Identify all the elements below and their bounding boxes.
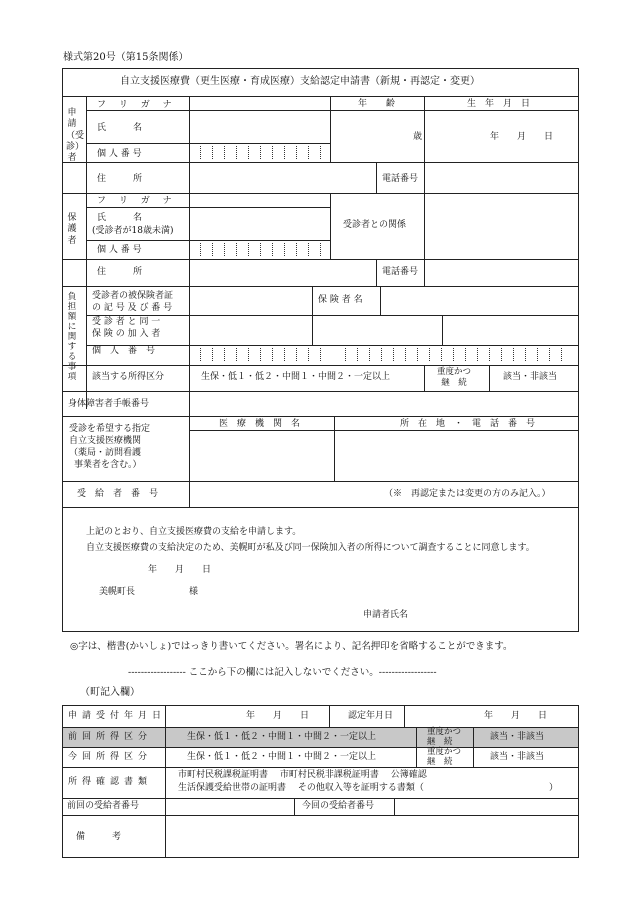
burden-section-label: 負担額に関する事項 [67, 292, 77, 383]
current-severe-label: 重度かつ 継 続 [427, 747, 462, 767]
applicant-phone-label: 電話番号 [382, 174, 419, 184]
medical-institution-label-3: （薬局・訪問看護 [69, 448, 142, 458]
birthdate-format: 年 月 日 [490, 132, 554, 142]
medical-institution-label-2: 自立支援医療機関 [69, 436, 142, 446]
applicant-section-label: 申請（受診）者 [66, 108, 85, 163]
office-use-divider: ------------------ ここから下の欄には記入しないでください。------------------ [128, 667, 437, 678]
certification-date-label: 認定年月日 [348, 711, 394, 721]
current-applicable-options[interactable]: 該当・非該当 [490, 752, 545, 762]
relation-label: 受診者との関係 [343, 220, 407, 230]
insurance-card-label-1: 受診者の被保険者証 [92, 291, 174, 301]
form-title: 自立支援医療費（更生医療・育成医療）支給認定申請書（新規・再認定・変更） [120, 76, 480, 87]
current-income-options[interactable]: 生保・低１・低２・中間１・中間２・一定以上 [187, 752, 377, 762]
declaration-line-2: 自立支援医療費の支給決定のため、美幌町が私及び同一保険加入者の所得について調査することに同意します。 [86, 543, 535, 553]
income-docs-close-paren: ） [549, 783, 559, 793]
received-date-label: 申請受付年月日 [68, 711, 167, 721]
same-insurance-label-3: 個 人 番 号 [92, 346, 156, 356]
severe-continuing-label: 重度かつ 継 続 [437, 367, 472, 389]
guardian-section-label: 保護者 [67, 213, 77, 246]
recipient-number-label: 受 給 者 番 号 [77, 489, 159, 499]
severe-applicable-options[interactable]: 該当・非該当 [503, 372, 558, 382]
remarks-label: 備 考 [76, 832, 122, 842]
writing-note: ◎字は、楷書(かいしょ)ではっきり書いてください。署名により、記名押印を省略することができます。 [70, 641, 513, 652]
certification-date-format: 年 月 日 [484, 711, 548, 721]
guardian-name-label: 氏 名 [97, 213, 143, 223]
previous-applicable-options[interactable]: 該当・非該当 [490, 732, 545, 742]
current-income-label: 今回所得区分 [68, 752, 153, 762]
income-docs-line-1[interactable]: 市町村民税課税証明書 市町村民税非課税証明書 公簿確認 [178, 770, 427, 780]
signer-label: 申請者氏名 [363, 610, 409, 620]
form-number: 様式第20号（第15条関係） [63, 52, 189, 63]
same-insurance-label-2: 保 険 の 加 入 者 [92, 329, 161, 339]
previous-recipient-no-label: 前回の受給者番号 [67, 801, 140, 811]
location-phone-header: 所 在 地 ・ 電 話 番 号 [400, 419, 536, 429]
insurance-card-label-2: の 記 号 及 び 番 号 [92, 303, 173, 313]
guardian-name-note: (受診者が18歳未満) [92, 226, 174, 236]
guardian-personal-no-label: 個 人 番 号 [97, 245, 142, 255]
addressee-sama: 様 [189, 587, 199, 597]
medical-institution-label-4: 事業者を含む。） [74, 460, 142, 470]
insurer-label: 保 険 者 名 [318, 295, 363, 305]
income-docs-line-2[interactable]: 生活保護受給世帯の証明書 その他収入等を証明する書類（ [178, 783, 424, 793]
disability-handbook-label: 身体障害者手帳番号 [68, 399, 150, 409]
age-label: 年 齢 [358, 99, 401, 109]
institution-name-header: 医 療 機 関 名 [219, 419, 301, 429]
recipient-number-note: （※ 再認定または変更の方のみ記入。） [384, 489, 551, 499]
previous-severe-label: 重度かつ 継 続 [427, 727, 462, 747]
addressee: 美幌町長 [99, 587, 136, 597]
age-unit: 歳 [413, 132, 423, 142]
received-date-format: 年 月 日 [246, 711, 310, 721]
declaration-date: 年 月 日 [148, 565, 212, 575]
applicant-name-label: 氏 名 [97, 123, 143, 133]
birthdate-label: 生 年 月 日 [467, 99, 531, 109]
income-class-label: 該当する所得区分 [92, 372, 165, 382]
guardian-address-label: 住 所 [97, 267, 143, 277]
declaration-line-1: 上記のとおり、自立支援医療費の支給を申請します。 [86, 527, 302, 537]
current-recipient-no-label: 今回の受給者番号 [302, 801, 375, 811]
medical-institution-label-1: 受診を希望する指定 [69, 424, 151, 434]
guardian-phone-label: 電話番号 [382, 267, 419, 277]
applicant-address-label: 住 所 [97, 174, 143, 184]
income-docs-label: 所得確認書類 [68, 777, 153, 787]
applicant-furigana-label: フ リ ガ ナ [97, 100, 177, 110]
town-section-heading: （町記入欄） [80, 687, 140, 698]
previous-income-options[interactable]: 生保・低１・低２・中間１・中間２・一定以上 [187, 732, 377, 742]
previous-income-label: 前回所得区分 [68, 732, 153, 742]
applicant-personal-no-label: 個 人 番 号 [97, 149, 142, 159]
guardian-furigana-label: フ リ ガ ナ [97, 196, 177, 206]
income-class-options[interactable]: 生保・低１・低２・中間１・中間２・一定以上 [201, 372, 391, 382]
same-insurance-label-1: 受 診 者 と 同 一 [92, 317, 161, 327]
